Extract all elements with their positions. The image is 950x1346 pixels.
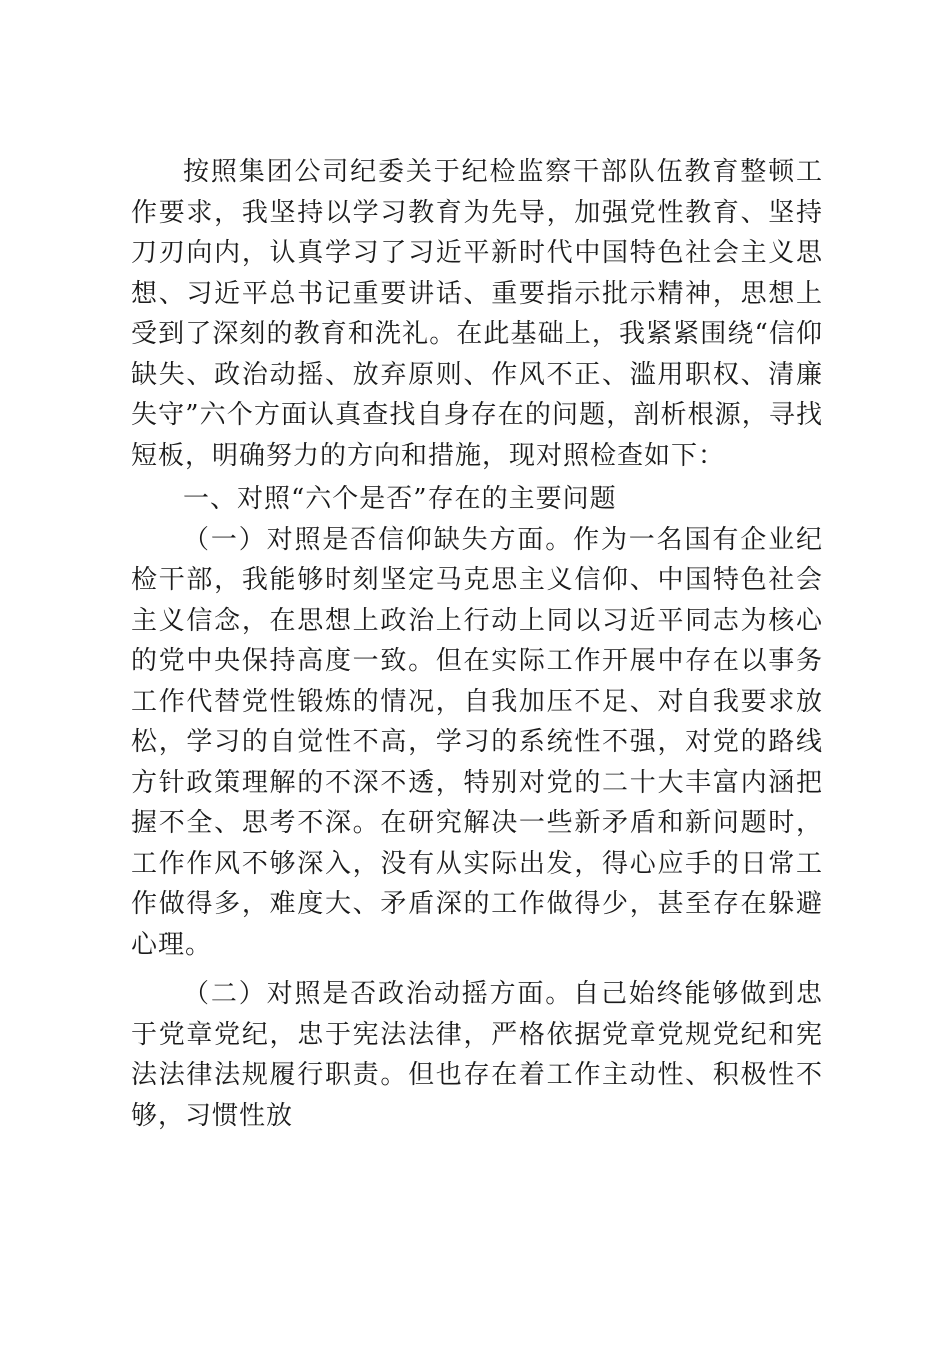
section-paragraph-2: （二）对照是否政治动摇方面。自己始终能够做到忠于党章党纪，忠于宪法法律，严格依据党章党规党纪和宪法法律法规履行职责。但也存在着工作主动性、积极性不够，习惯性放 (131, 979, 823, 1131)
document-body (131, 152, 823, 1136)
section-heading: 一、对照“六个是否”存在的主要问题 (183, 484, 617, 514)
section-paragraph-1: （一）对照是否信仰缺失方面。作为一名国有企业纪检干部，我能够时刻坚定马克思主义信仰、中国特色社会主义信念，在思想上政治上行动上同以习近平同志为核心的党中央保持高度一致。但在实际工作开展中存在以事务工作代替党性锻炼的情况，自我加压不足、对自我要求放松，学习的自觉性不高，学习的系统性不强，对党的路线方针政策理解的不深不透，特别对党的二十大丰富内涵把握不全、思考不深。在研究解决一些新矛盾和新问题时，工作作风不够深入，没有从实际出发，得心应手的日常工作做得多，难度大、矛盾深的工作做得少，甚至存在躲避心理。 (131, 524, 823, 960)
intro-paragraph: 按照集团公司纪委关于纪检监察干部队伍教育整顿工作要求，我坚持以学习教育为先导，加强党性教育、坚持刀刃向内，认真学习了习近平新时代中国特色社会主义思想、习近平总书记重要讲话、重要指示批示精神，思想上受到了深刻的教育和洗礼。在此基础上，我紧紧围绕“信仰缺失、政治动摇、放弃原则、作风不正、滥用职权、清廉失守”六个方面认真查找自身存在的问题，剖析根源，寻找短板，明确努力的方向和措施，现对照检查如下： (131, 157, 823, 471)
